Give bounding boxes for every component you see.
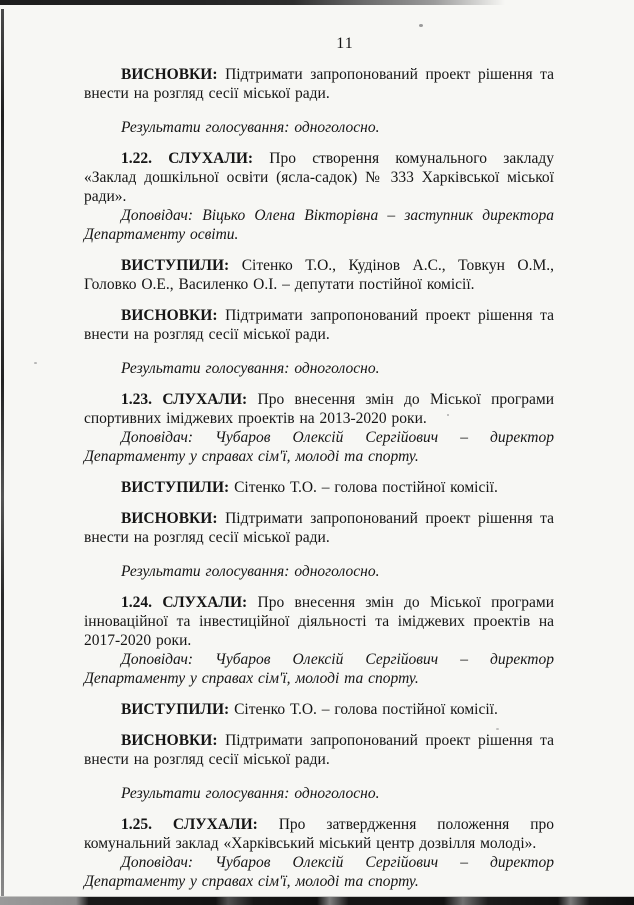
speaker-text: Чубаров Олексій Сергійович – директор Департаменту у справах сім'ї, молоді та спорту. [84,854,554,890]
vote-text: одноголосно. [294,360,380,377]
vote-label: Результати голосування: [121,563,290,580]
scan-speck [34,362,37,364]
conclusion-label: ВИСНОВКИ: [121,66,218,83]
speaker-label: Доповідач: [121,429,194,446]
item-label: 1.24. СЛУХАЛИ: [121,594,248,611]
spoke-label: ВИСТУПИЛИ: [121,479,230,496]
conclusion-label: ВИСНОВКИ: [121,510,218,527]
spoke-label: ВИСТУПИЛИ: [121,257,230,274]
vote-result-1 [84,118,554,137]
vote-label: Результати голосування: [121,119,290,136]
speaker-line-1-25 [84,853,554,891]
conclusion-label: ВИСНОВКИ: [121,307,218,324]
conclusion-text: Підтримати запропонований проект рішення та внести на розгляд сесії міської ради. [84,66,554,102]
item-text: Про затвердження положення про комунальний заклад «Харківський міський центр дозвілля молоді». [84,816,554,852]
conclusion-text: Підтримати запропонований проект рішення та внести на розгляд сесії міської ради. [84,510,554,546]
vote-text: одноголосно. [294,785,380,802]
scan-artifact-top-bar [0,0,505,5]
item-label: 1.22. СЛУХАЛИ: [121,150,254,167]
speaker-label: Доповідач: [121,651,194,668]
vote-label: Результати голосування: [121,785,290,802]
spoke-line-1-23 [84,478,554,497]
conclusion-text: Підтримати запропонований проект рішення та внести на розгляд сесії міської ради. [84,307,554,343]
agenda-item-1-23 [84,390,554,428]
agenda-item-1-22 [84,149,554,206]
item-text: Про внесення змін до Міської програми інноваційної та інвестиційної діяльності та іміджевих проектів на 2017-2020 роки. [84,594,554,649]
conclusion-paragraph-4 [84,731,554,769]
scan-artifact-bottom-bar [0,896,634,905]
speaker-text: Чубаров Олексій Сергійович – директор Департаменту у справах сім'ї, молоді та спорту. [84,651,554,687]
scan-artifact-left-edge [1,9,4,897]
speaker-text: Віцько Олена Вікторівна – заступник директора Департаменту освіти. [84,207,554,243]
conclusion-label: ВИСНОВКИ: [121,732,218,749]
conclusion-paragraph-2 [84,306,554,344]
page-number: 11 [336,35,354,52]
spoke-line-1-24 [84,700,554,719]
item-label: 1.25. СЛУХАЛИ: [121,816,258,833]
spoke-line-1-22 [84,256,554,294]
item-label: 1.23. СЛУХАЛИ: [121,391,248,408]
item-text: Про створення комунального закладу «Заклад дошкільної освіти (ясла-садок) № 333 Харківської міської ради». [84,150,554,205]
spoke-text: Сітенко Т.О., Кудінов А.С., Товкун О.М., Головко О.Е., Василенко О.І. – депутати постійної комісії. [84,257,554,293]
speaker-text: Чубаров Олексій Сергійович – директор Департаменту у справах сім'ї, молоді та спорту. [84,429,554,465]
vote-result-4 [84,784,554,803]
conclusion-paragraph-1 [84,65,554,103]
speaker-line-1-24 [84,650,554,688]
speaker-label: Доповідач: [121,207,194,224]
vote-label: Результати голосування: [121,360,290,377]
vote-result-2 [84,359,554,378]
spoke-label: ВИСТУПИЛИ: [121,701,230,718]
spoke-text: Сітенко Т.О. – голова постійної комісії. [234,701,498,718]
agenda-item-1-25 [84,815,554,853]
item-text: Про внесення змін до Міської програми спортивних іміджевих проектів на 2013-2020 роки. [84,391,554,427]
spoke-text: Сітенко Т.О. – голова постійної комісії. [234,479,498,496]
conclusion-paragraph-3 [84,509,554,547]
speaker-line-1-22 [84,206,554,244]
page-content [84,34,554,891]
scan-speck [419,24,423,27]
vote-text: одноголосно. [294,563,380,580]
speaker-label: Доповідач: [121,854,194,871]
vote-result-3 [84,562,554,581]
vote-text: одноголосно. [294,119,380,136]
conclusion-text: Підтримати запропонований проект рішення та внести на розгляд сесії міської ради. [84,732,554,768]
agenda-item-1-24 [84,593,554,650]
speaker-line-1-23 [84,428,554,466]
